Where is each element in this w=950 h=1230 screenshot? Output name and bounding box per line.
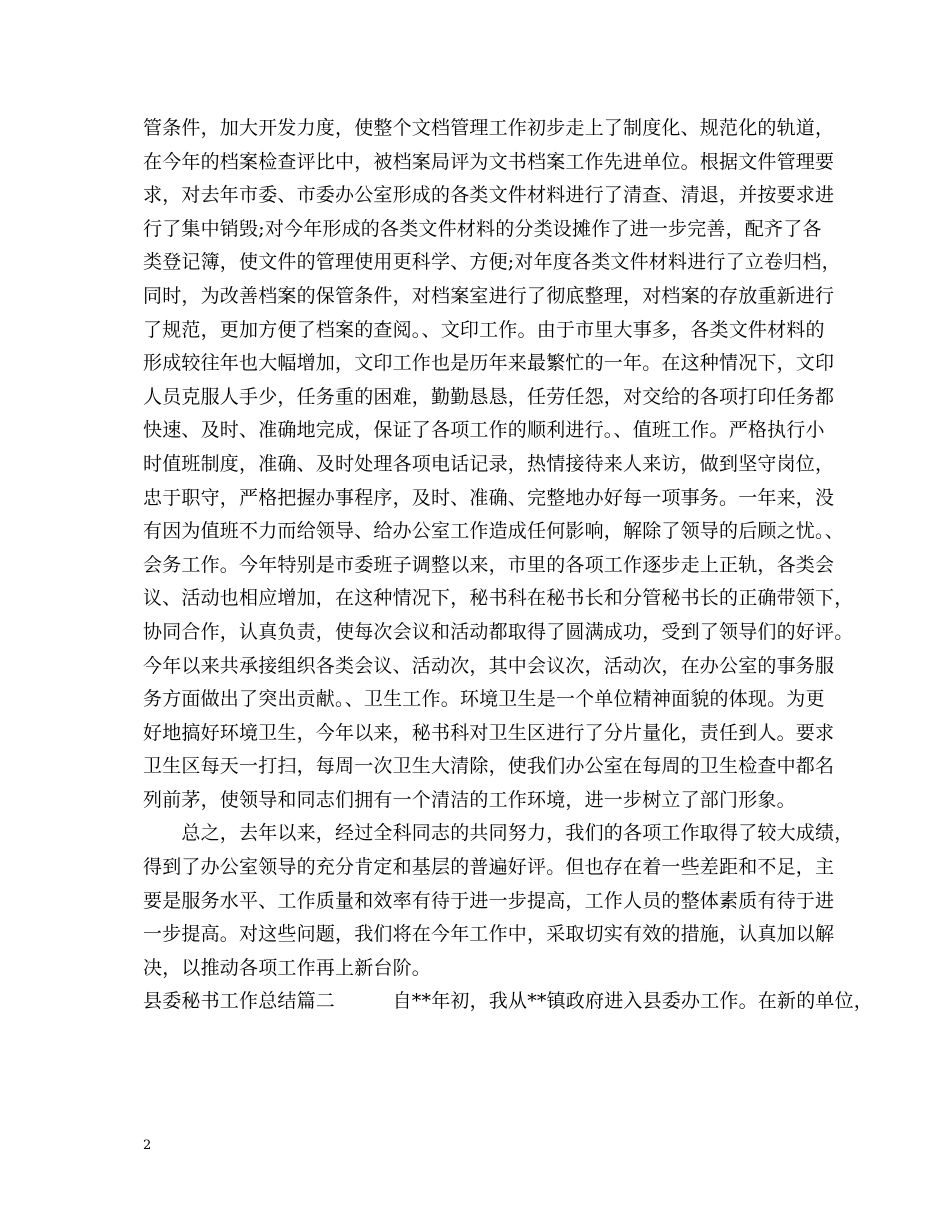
text-line: 今年以来共承接组织各类会议、活动次，其中会议次，活动次，在办公室的事务服: [143, 654, 835, 677]
text-line: 同时，为改善档案的保管条件，对档案室进行了彻底整理，对档案的存放重新进行: [143, 284, 835, 307]
text-line: 会务工作。今年特别是市委班子调整以来，市里的各项工作逐步走上正轨，各类会: [143, 553, 835, 576]
text-line: 列前茅，使领导和同志们拥有一个清洁的工作环境，进一步树立了部门形象。: [143, 788, 796, 811]
text-line: 快速、及时、准确地完成，保证了各项工作的顺利进行。、值班工作。严格执行小: [143, 419, 825, 442]
text-line: 管条件，加大开发力度，使整个文档管理工作初步走上了制度化、规范化的轨道，: [143, 117, 835, 139]
text-line: 要是服务水平、工作质量和效率有待于进一步提高，工作人员的整体素质有待于进: [143, 889, 835, 912]
text-line: 决，以推动各项工作再上新台阶。: [143, 956, 432, 979]
text-line: 一步提高。对这些问题，我们将在今年工作中，采取切实有效的措施，认真加以解: [143, 923, 835, 946]
text-line: 形成较往年也大幅增加，文印工作也是历年来最繁忙的一年。在这种情况下，文印: [143, 352, 835, 375]
text-line: 县委秘书工作总结篇二 自**年初，我从**镇政府进入县委办工作。在新的单位，: [143, 990, 874, 1013]
text-line: 在今年的档案检查评比中，被档案局评为文书档案工作先进单位。根据文件管理要: [143, 150, 835, 173]
text-line: 时值班制度，准确、及时处理各项电话记录，热情接待来人来访，做到坚守岗位，: [143, 452, 835, 475]
text-line: 了规范，更加方便了档案的查阅。、文印工作。由于市里大事多，各类文件材料的: [143, 318, 825, 341]
text-line: 总之，去年以来，经过全科同志的共同努力，我们的各项工作取得了较大成绩，: [143, 822, 854, 845]
text-line: 求，对去年市委、市委办公室形成的各类文件材料进行了清查、清退，并按要求进: [143, 184, 835, 207]
text-line: 行了集中销毁;对今年形成的各类文件材料的分类设摊作了进一步完善，配齐了各: [143, 217, 822, 240]
text-line: 议、活动也相应增加，在这种情况下，秘书科在秘书长和分管秘书长的正确带领下，: [143, 587, 854, 610]
text-line: 类登记簿，使文件的管理使用更科学、方便;对年度各类文件材料进行了立卷归档，: [143, 251, 841, 274]
body-text: [143, 112, 874, 1019]
page-number: 2: [143, 1138, 152, 1153]
text-line: 人员克服人手少，任务重的困难，勤勤恳恳，任劳任怨，对交给的各项打印任务都: [143, 385, 835, 408]
text-line: 好地搞好环境卫生，今年以来，秘书科对卫生区进行了分片量化，责任到人。要求: [143, 721, 835, 744]
text-line: 有因为值班不力而给领导、给办公室工作造成任何影响，解除了领导的后顾之忧。、: [143, 520, 844, 543]
text-line: 务方面做出了突出贡献。、卫生工作。环境卫生是一个单位精神面貌的体现。为更: [143, 688, 825, 711]
text-line: 忠于职守，严格把握办事程序，及时、准确、完整地办好每一项事务。一年来，没: [143, 486, 835, 509]
text-line: 协同合作，认真负责，使每次会议和活动都取得了圆满成功，受到了领导们的好评。: [143, 620, 854, 643]
text-line: 得到了办公室领导的充分肯定和基层的普遍好评。但也存在着一些差距和不足，主: [143, 856, 835, 879]
text-line: 卫生区每天一打扫，每周一次卫生大清除，使我们办公室在每周的卫生检查中都名: [143, 755, 835, 778]
